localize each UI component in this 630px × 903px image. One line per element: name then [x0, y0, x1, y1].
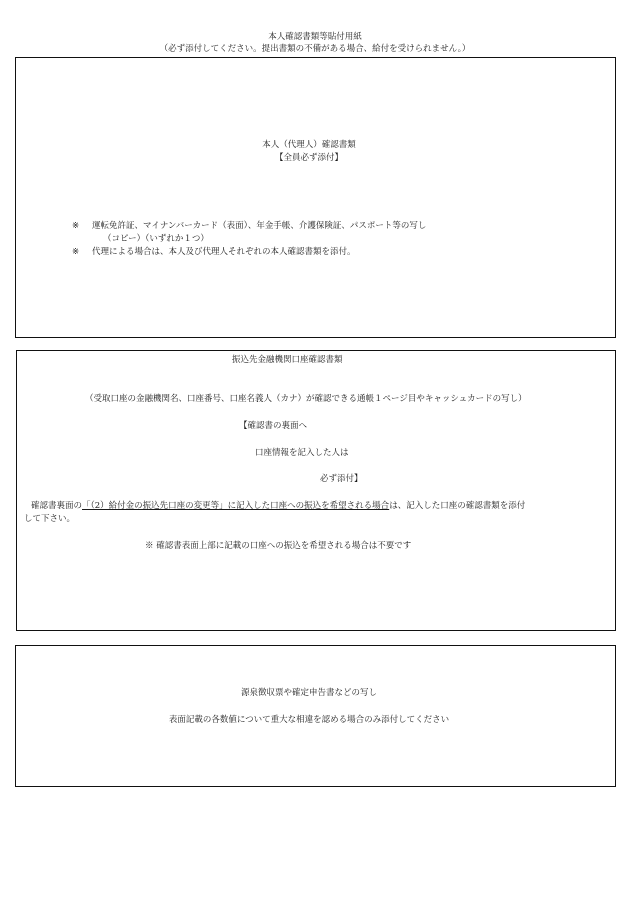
tax-document-note: 表面記載の各数値について重大な相違を認める場合のみ添付してください	[168, 715, 450, 725]
bracket-line-2: 口座情報を記入した人は	[255, 448, 349, 458]
tax-document-title: 源泉徴収票や確定申告書などの写し	[240, 688, 377, 698]
note-mark: ※	[72, 221, 80, 231]
identity-document-box	[15, 57, 616, 338]
bank-account-paragraph	[31, 501, 525, 512]
note-mark: ※	[72, 247, 80, 257]
page-title: 本人確認書類等貼付用紙	[268, 32, 362, 42]
paragraph-underlined: 「（2）給付金の振込先口座の変更等」に記入した口座への振込を希望される場合	[82, 501, 390, 511]
identity-note-line2: （コピー）（いずれか１つ）	[103, 234, 209, 244]
paragraph-suffix: は、記入した口座の確認書類を添付	[389, 501, 526, 511]
identity-note-proxy: 代理による場合は、本人及び代理人それぞれの本人確認書類を添付。	[92, 247, 356, 257]
bank-account-description: （受取口座の金融機関名、口座番号、口座名義人（カナ）が確認できる通帳１ページ目やキャッシュカードの写し）	[85, 394, 527, 404]
paragraph-prefix: 確認書裏面の	[31, 501, 83, 511]
page-subtitle: （必ず添付してください。提出書類の不備がある場合、給付を受けられません。）	[159, 44, 471, 54]
identity-note-line1: 運転免許証、マイナンバーカード（表面）、年金手帳、介護保険証、パスポート等の写し	[92, 221, 427, 231]
bank-account-document-box	[16, 350, 616, 631]
bank-account-paragraph-line2: して下さい。	[24, 514, 76, 524]
bank-account-note: ※ 確認書表面上部に記載の口座への振込を希望される場合は不要です	[145, 541, 412, 551]
bracket-line-3: 必ず添付】	[320, 474, 363, 484]
tax-document-box	[15, 645, 616, 787]
bracket-line-1: 【確認書の裏面へ	[239, 421, 308, 431]
identity-document-title: 本人（代理人）確認書類	[262, 140, 356, 150]
bank-account-document-title: 振込先金融機関口座確認書類	[232, 355, 343, 365]
identity-document-required: 【全員必ず添付】	[274, 153, 343, 163]
